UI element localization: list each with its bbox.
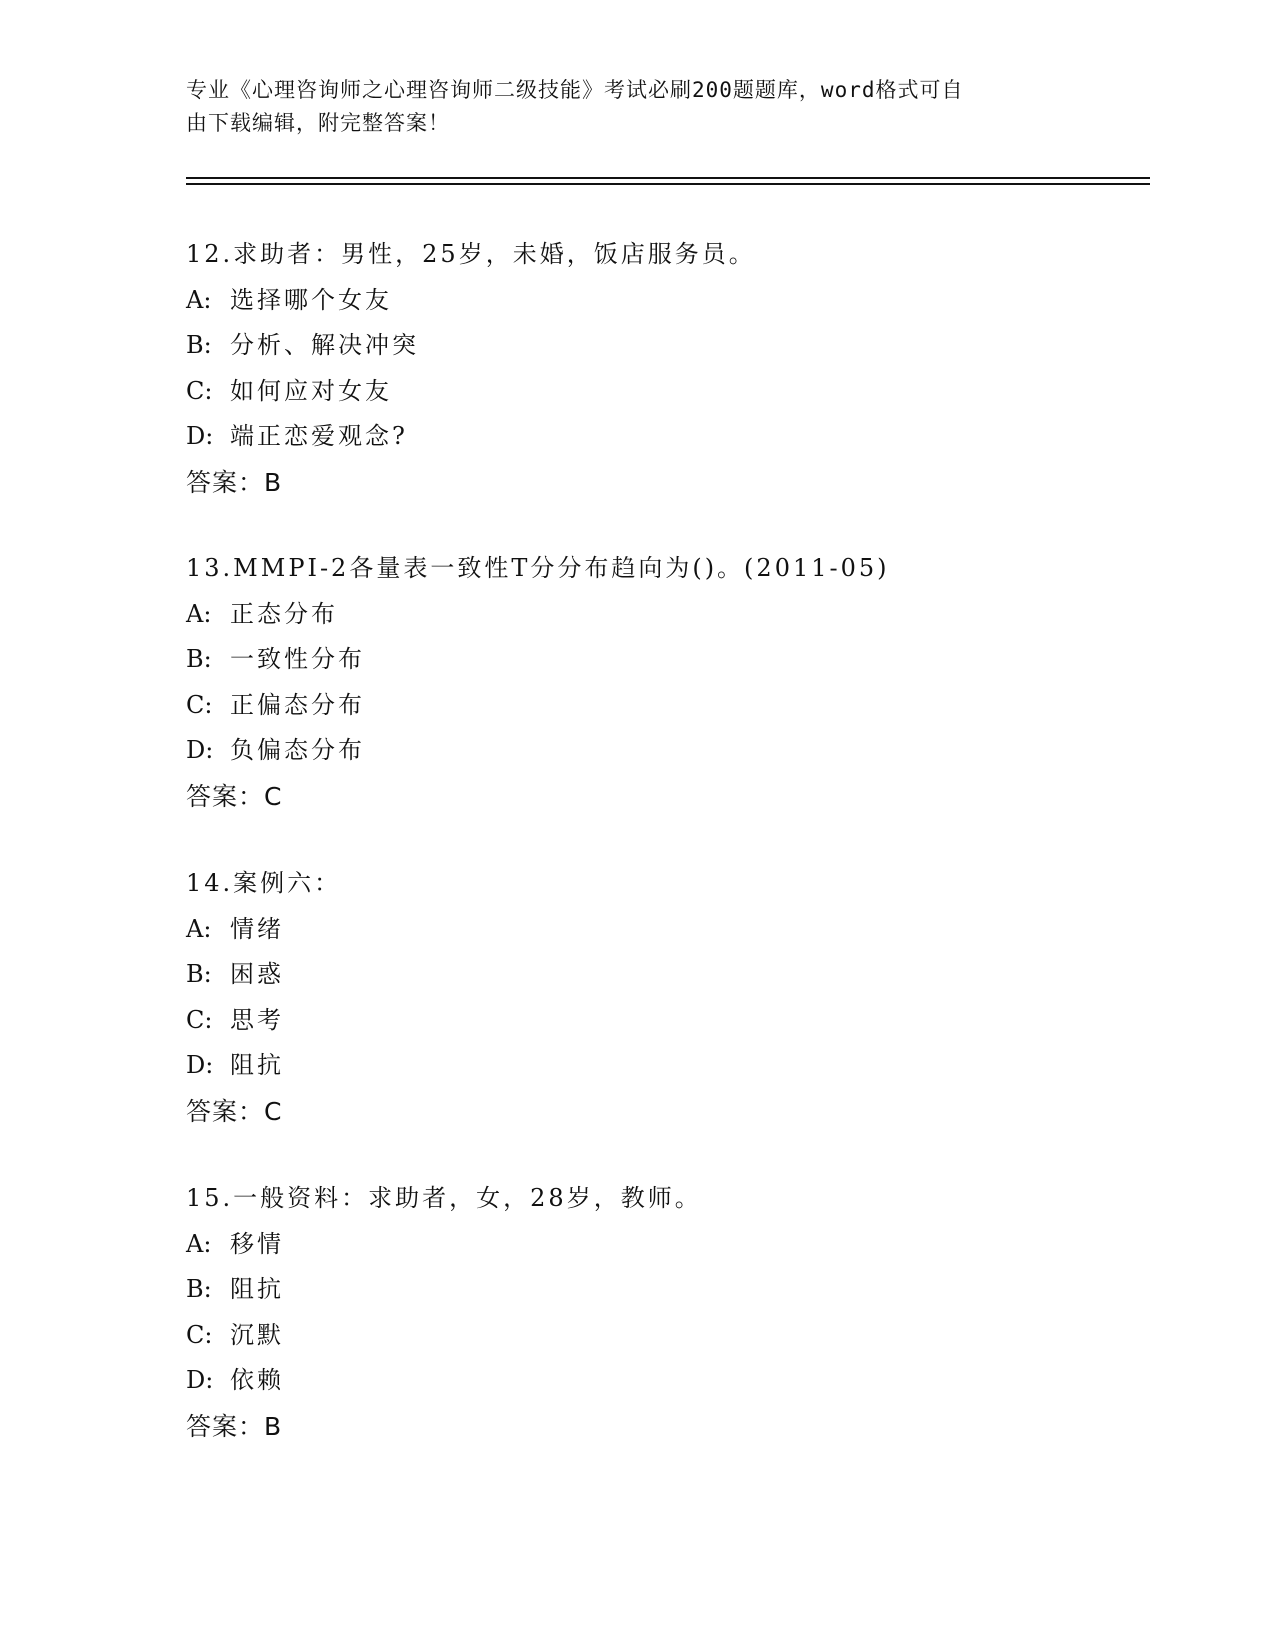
question-block [186,861,1146,1134]
option-text: 正态分布 [230,599,338,628]
option-d [186,414,1146,460]
option-letter: D: [186,1366,214,1394]
answer-label: 答案：B [186,1411,283,1441]
option-letter: C: [186,376,213,405]
option-letter: D: [186,422,214,450]
header-line-2: 由下载编辑，附完整答案！ [186,111,450,135]
document-header [186,74,1066,140]
option-text: 移情 [230,1229,284,1258]
option-text: 情绪 [230,914,284,943]
option-b [186,637,1146,683]
option-letter: C: [186,1005,213,1034]
option-text: 端正恋爱观念? [230,422,408,450]
question-block [186,232,1146,505]
option-letter: A: [186,914,212,943]
question-title: 14.案例六： [186,869,342,897]
option-text: 正偏态分布 [230,690,365,719]
option-a [186,278,1146,324]
option-c [186,1313,1146,1359]
option-letter: B: [186,331,212,359]
option-letter: A: [186,285,212,314]
option-c [186,998,1146,1044]
answer-label: 答案：C [186,1096,283,1126]
answer-label: 答案：B [186,467,283,497]
option-d [186,728,1146,774]
option-b [186,1267,1146,1313]
option-letter: B: [186,1275,212,1303]
option-letter: A: [186,599,212,628]
option-c [186,683,1146,729]
option-letter: D: [186,1051,214,1079]
option-letter: A: [186,1229,212,1258]
option-c [186,369,1146,415]
option-letter: C: [186,1320,213,1349]
header-line-1: 专业《心理咨询师之心理咨询师二级技能》考试必刷200题题库，word格式可自 [186,78,964,102]
option-text: 负偏态分布 [230,736,365,764]
option-text: 阻抗 [230,1275,284,1303]
option-b [186,323,1146,369]
question-title: 15.一般资料：求助者，女，28岁，教师。 [186,1184,702,1212]
option-text: 选择哪个女友 [230,285,392,314]
option-letter: D: [186,736,214,764]
option-text: 困惑 [230,960,284,988]
header-divider-top [186,177,1150,179]
option-letter: B: [186,960,212,988]
option-letter: B: [186,645,212,673]
option-text: 依赖 [230,1366,284,1394]
option-text: 沉默 [230,1320,284,1349]
option-a [186,1222,1146,1268]
option-d [186,1043,1146,1089]
option-text: 阻抗 [230,1051,284,1079]
header-divider-bottom [186,183,1150,185]
question-block [186,1176,1146,1449]
question-block [186,546,1146,819]
option-text: 如何应对女友 [230,376,392,405]
option-b [186,952,1146,998]
option-a [186,907,1146,953]
option-text: 分析、解决冲突 [230,331,419,359]
option-letter: C: [186,690,213,719]
option-text: 思考 [230,1005,284,1034]
option-d [186,1358,1146,1404]
option-a [186,592,1146,638]
question-title: 13.MMPI-2各量表一致性T分分布趋向为()。(2011-05) [186,554,890,582]
question-title: 12.求助者：男性，25岁，未婚，饭店服务员。 [186,240,756,268]
option-text: 一致性分布 [230,645,365,673]
answer-label: 答案：C [186,781,283,811]
